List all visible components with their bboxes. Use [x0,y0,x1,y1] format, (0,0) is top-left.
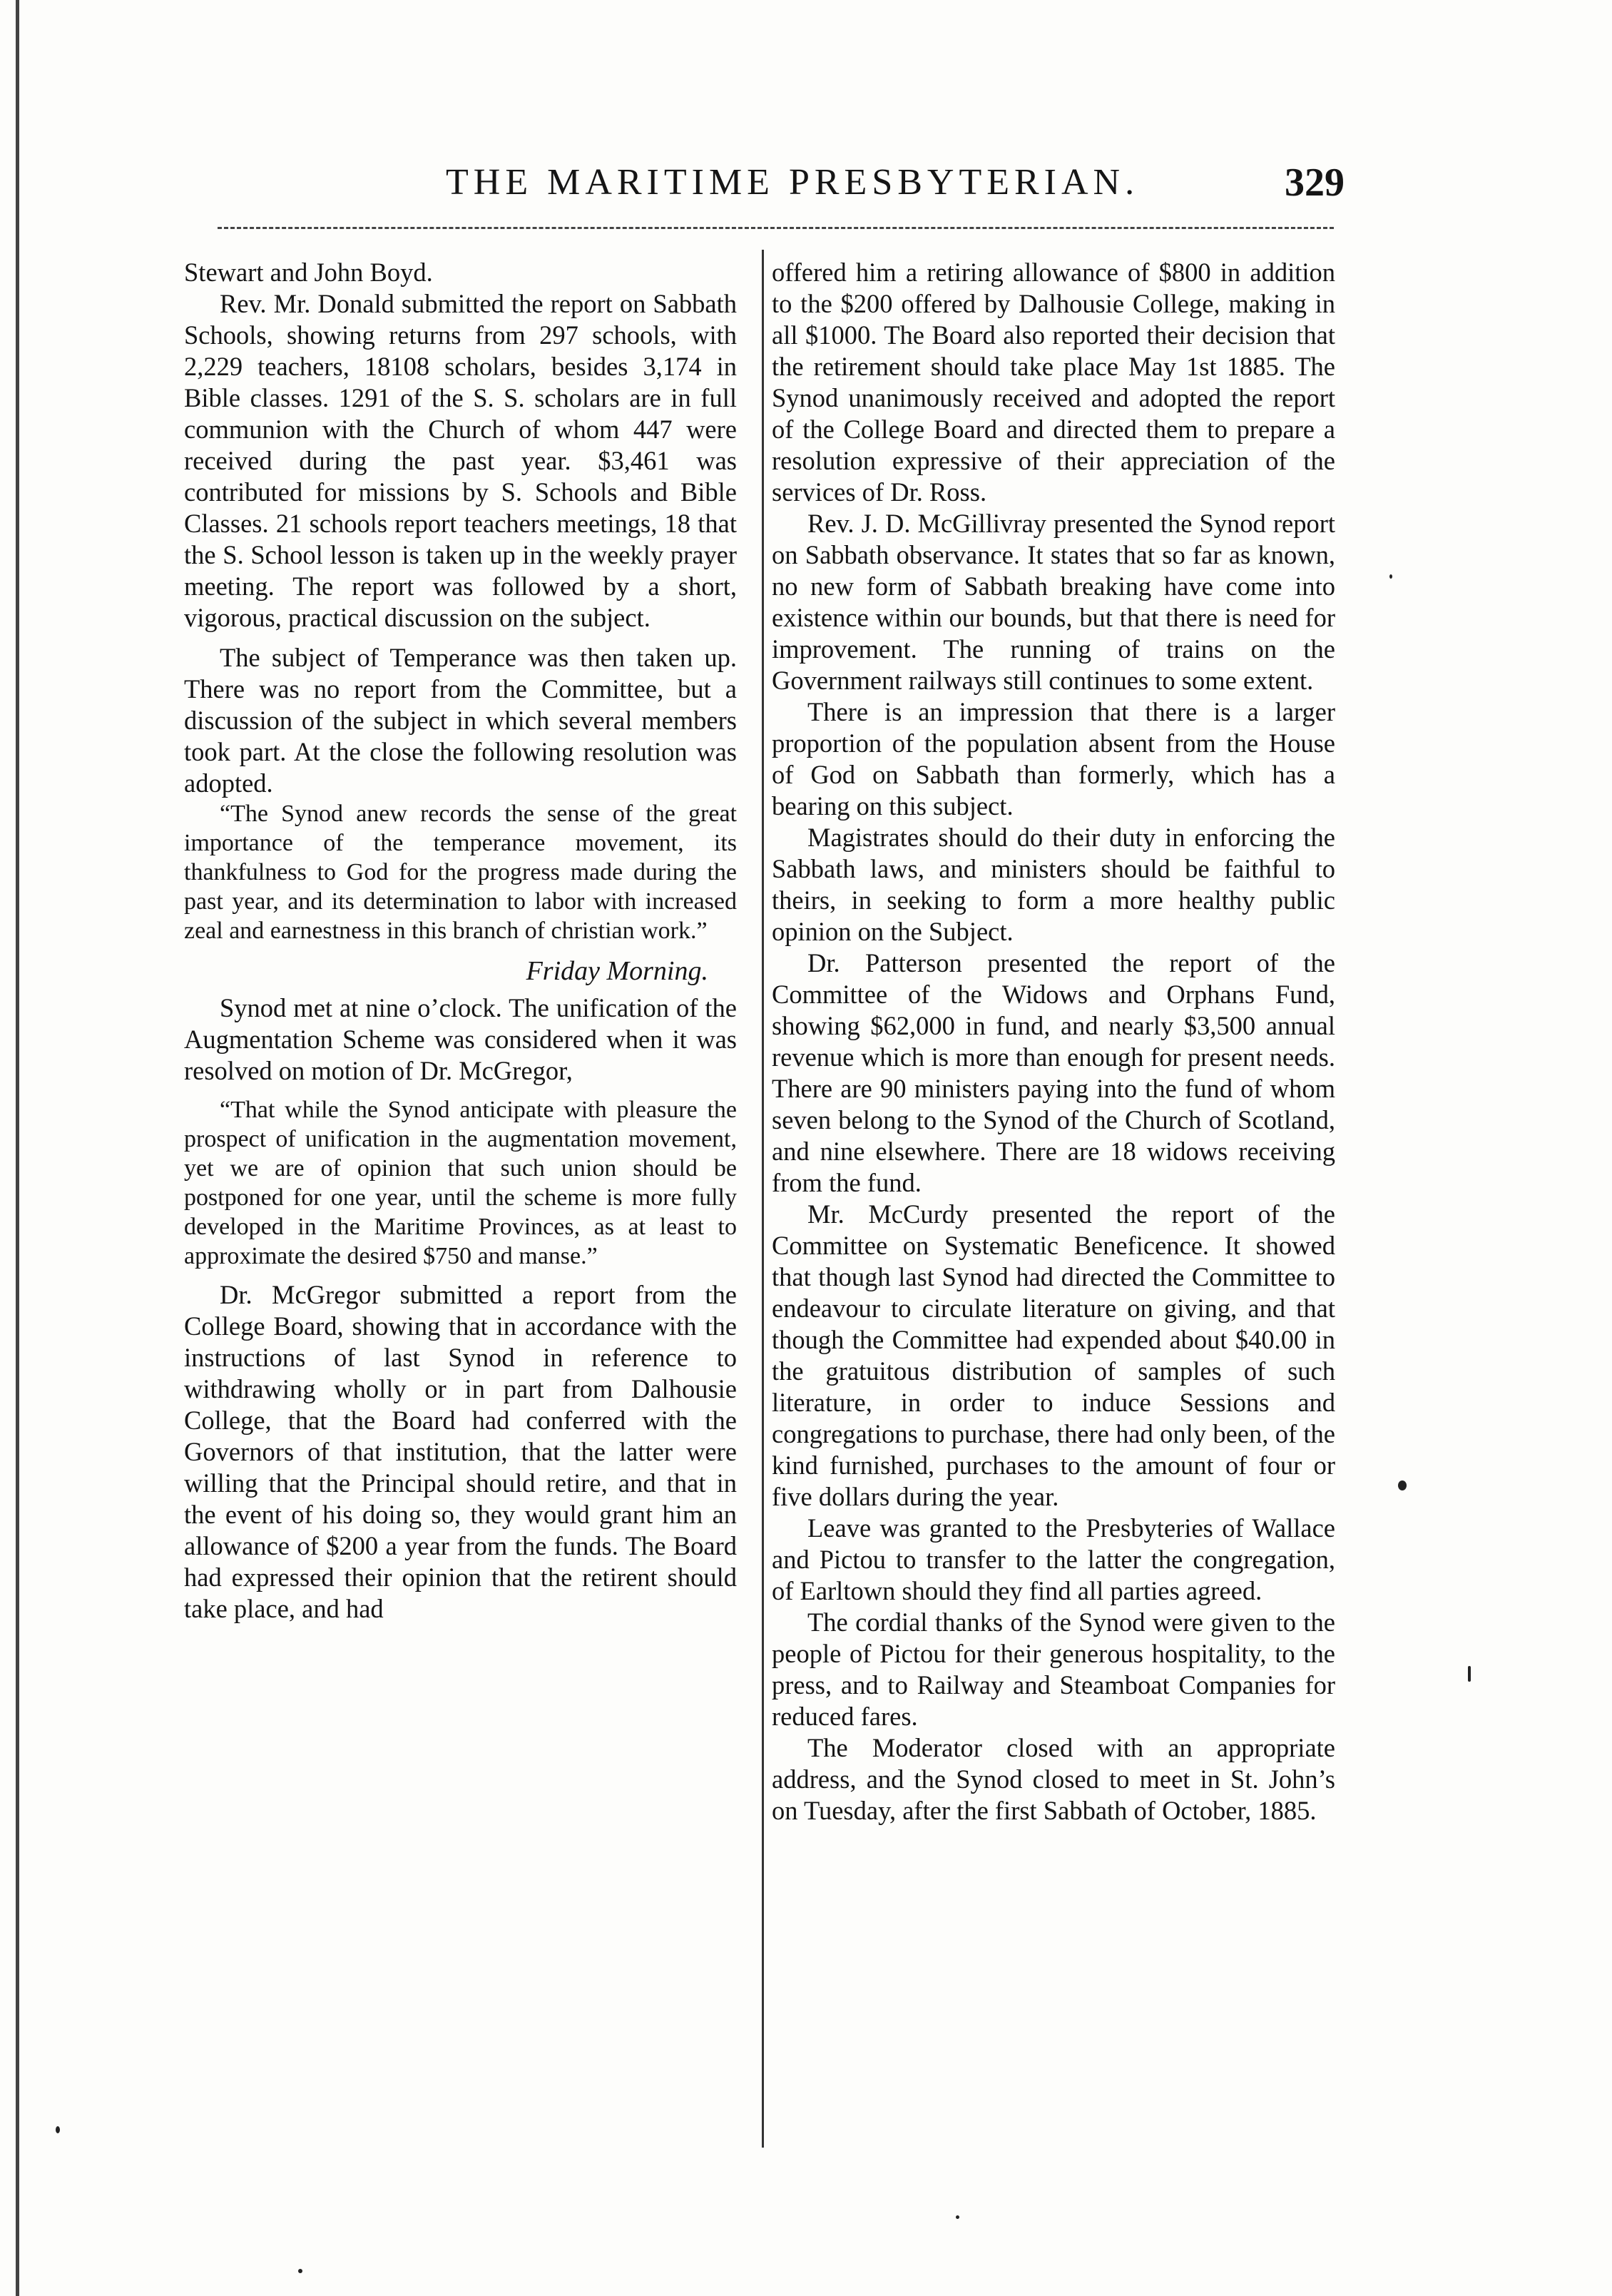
paragraph: The Moderator closed with an appropriate address, and the Synod closed to meet in St. John’s on Tuesday, after the first Sabbath of October, 1885. [772,1733,1335,1825]
ink-speck [1389,574,1392,579]
paragraph: The subject of Temperance was then taken up. There was no report from the Committee, but a discussion of the subject in which several members took part. At the close the following resolution was adopted. [184,643,737,798]
right-column [772,257,1335,1827]
paragraph: The cordial thanks of the Synod were given to the people of Pictou for their generous hospitality, to the press, and to Railway and Steamboat Companies for reduced fares. [772,1607,1335,1731]
paragraph: Dr. Patterson presented the report of the Committee of the Widows and Orphans Fund, showing $62,000 in fund, and nearly $3,500 annual revenue which is more than enough for present needs. There are 90 ministers paying into the fund of whom seven belong to the Synod of the Church of Scotland, and nine elsewhere. There are 18 widows receiving from the fund. [772,948,1335,1197]
left-column [184,257,737,1625]
page-binding-edge [16,0,19,2296]
paragraph: Dr. McGregor submitted a report from the College Board, showing that in accordance with the instructions of last Synod in reference to withdrawing wholly or in part from Dalhousie College, that the Board had conferred with the Governors of that institution, that the latter were willing that the Principal should retire, and that in the event of his doing so, they would grant him an allowance of $200 a year from the funds. The Board had expressed their opinion that the retirent should take place, and had [184,1280,737,1623]
ink-speck [1468,1666,1471,1682]
ink-speck [56,2126,60,2133]
paragraph: Synod met at nine o’clock. The unification of the Augmentation Scheme was considered when it was resolved on motion of Dr. McGregor, [184,993,737,1085]
paragraph: Magistrates should do their duty in enforcing the Sabbath laws, and ministers should be faithful to theirs, in seeking to form a more healthy public opinion on the Subject. [772,823,1335,946]
page-number: 329 [1285,161,1345,205]
page-header [175,156,1345,205]
paragraph: offered him a retiring allowance of $800 in addition to the $200 offered by Dalhousie College, making in all $1000. The Board also reported their decision that the retirement should take place May 1st 1885. The Synod unanimously received and adopted the report of the College Board and directed them to prepare a resolution expressive of their appreciation of the services of Dr. Ross. [772,258,1335,507]
header-rule [218,227,1334,229]
resolution-quote: “That while the Synod anticipate with pleasure the prospect of unification in the augmentation movement, yet we are of opinion that such union should be postponed for one year, until the scheme is more fully developed in the Maritime Provinces, as at least to approximate the desired $750 and manse.” [184,1097,737,1269]
ink-speck [1398,1480,1407,1490]
ink-speck [298,2269,302,2273]
paragraph: There is an impression that there is a larger proportion of the population absent from the House of God on Sabbath than formerly, which has a bearing on this subject. [772,697,1335,821]
ink-speck [956,2215,959,2219]
paragraph: Rev. Mr. Donald submitted the report on Sabbath Schools, showing returns from 297 schools, with 2,229 teachers, 18108 scholars, besides 3,174 in Bible classes. 1291 of the S. S. scholars are in full communion with the Church of whom 447 were received during the past year. $3,461 was contributed for missions by S. Schools and Bible Classes. 21 schools report teachers meetings, 18 that the S. School lesson is taken up in the weekly prayer meeting. The report was followed by a short, vigorous, practical discussion on the subject. [184,289,737,632]
paragraph: Leave was granted to the Presbyteries of Wallace and Pictou to transfer to the latter the congregation, of Earltown should they find all parties agreed. [772,1513,1335,1605]
section-subhead: Friday Morning. [526,956,708,986]
paragraph: Mr. McCurdy presented the report of the Committee on Systematic Beneficence. It showed that though last Synod had directed the Committee to endeavour to circulate literature on giving, and that though the Committee had expended about $40.00 in the gratuitous distribution of samples of such literature, in order to induce Sessions and congregations to purchase, there had only been, of the kind furnished, purchases to the amount of four or five dollars during the year. [772,1199,1335,1511]
resolution-quote: “The Synod anew records the sense of the great importance of the temperance movement, its thankfulness to God for the progress made during the past year, and its determination to labor with increased zeal and earnestness in this branch of christian work.” [184,801,737,944]
paragraph: Rev. J. D. McGillivray presented the Synod report on Sabbath observance. It states that so far as known, no new form of Sabbath breaking have come into existence within our bounds, but that there is need for improvement. The running of trains on the Government railways still continues to some extent. [772,509,1335,695]
paragraph: Stewart and John Boyd. [184,258,433,287]
running-title: THE MARITIME PRESBYTERIAN. [446,162,1140,203]
column-divider [762,250,764,2148]
